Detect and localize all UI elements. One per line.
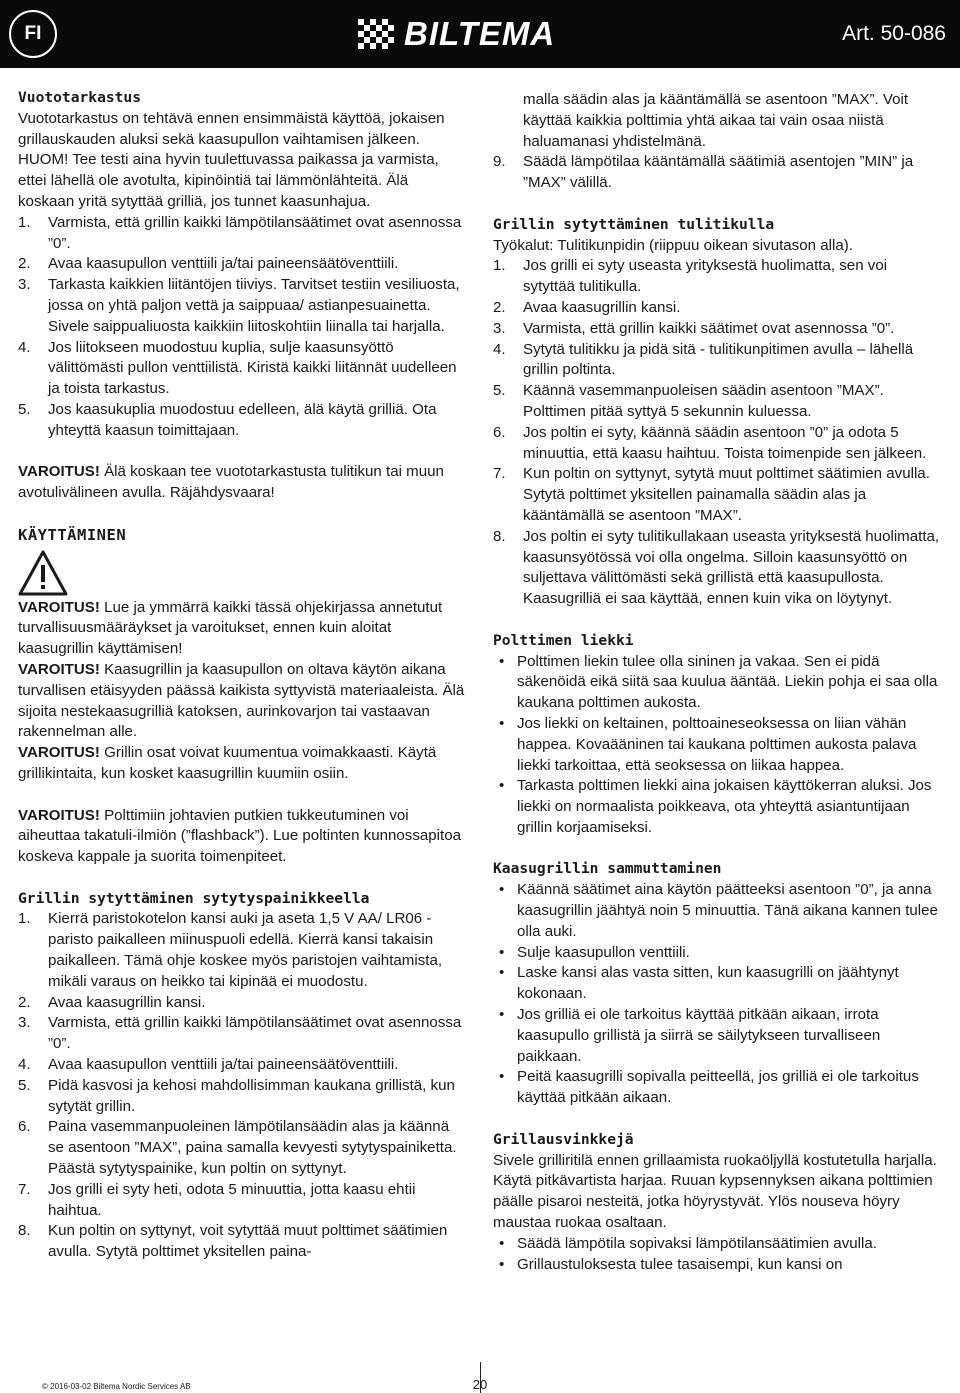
list-item: 4. Sytytä tulitikku ja pidä sitä - tulitikunpitimen avulla – lähellä grillin poltinta. xyxy=(493,340,914,379)
grilling-tips-heading: Grillausvinkkejä xyxy=(493,1130,634,1148)
list-item: • Grillaustuloksesta tulee tasaisempi, kun kansi on xyxy=(499,1255,843,1273)
list-item: 5. Pidä kasvosi ja kehosi mahdollisimman kaukana grillistä, kun sytytät grillin. xyxy=(18,1076,455,1115)
list-item: 7. Jos grilli ei syty heti, odota 5 minuuttia, jotta kaasu ehtii haihtua. xyxy=(18,1180,416,1219)
list-item: 3. Varmista, että grillin kaikki säätimet ovat asennossa ”0”. xyxy=(493,319,895,337)
copyright-notice: © 2016-03-02 Biltema Nordic Services AB xyxy=(42,1382,191,1391)
usage-warning-4: VAROITUS! Polttimiin johtavien putkien tukkeutuminen voi aiheuttaa takatuli-ilmiön (”flashback”). Lue poltinten kunnossapitoa koskeva kappale ja suorita toimenpiteet. xyxy=(18,806,462,866)
shutdown-heading: Kaasugrillin sammuttaminen xyxy=(493,860,722,878)
leak-test-intro: Vuototarkastus on tehtävä ennen ensimmäistä käyttöä, jokaisen grillauskauden aluksi sekä kaasupullon vaihtamisen jälkeen. xyxy=(18,109,445,148)
usage-warning-1: VAROITUS! Lue ja ymmärrä kaikki tässä ohjekirjassa annetutut turvallisuusmääräykset ja varoitukset, ennen kuin aloitat kaasugrillin käyttämisen! xyxy=(18,598,443,658)
biltema-logo xyxy=(358,15,556,52)
list-item: 5. Käännä vasemmanpuoleisen säädin asentoon ”MAX”. Polttimen pitää syttyä 5 sekunnin kuluessa. xyxy=(493,382,884,420)
list-item: 8. Jos poltin ei syty tulitikullakaan useasta yrityksestä huolimatta, kaasunsyötössä voi olla ongelma. Silloin kaasunsyöttö on suljettava välittömästi sekä grillistä että kaasupullosta. Kaasugrilliä ei saa käyttää, ennen kuin vika on löytynyt. xyxy=(493,527,940,608)
list-item: • Jos grilliä ei ole tarkoitus käyttää pitkään aikaan, irrota kaasupullo grillistä ja siirrä se säilytykseen turvalliseen paikkaan. xyxy=(499,1006,881,1065)
list-item: 4. Jos liitokseen muodostuu kuplia, sulje kaasunsyöttö välittömästi pullon venttiilistä. Kiristä kaikki liitännät uudelleen ja toista tarkastus. xyxy=(18,338,457,398)
leak-test-heading: Vuototarkastus xyxy=(18,89,142,106)
list-item: • Laske kansi alas vasta sitten, kun kaasugrilli on jäähtynyt kokonaan. xyxy=(499,964,899,1003)
list-item: malla säädin alas ja kääntämällä se asentoon ”MAX”. Voit käyttää kaikkia polttimia yhtä aikaa tai vain osaa niistä haluamanasi yhdistelmänä. xyxy=(523,91,909,150)
usage-heading: KÄYTTÄMINEN xyxy=(18,525,127,544)
list-item: 8. Kun poltin on syttynyt, voit sytyttää muut polttimet säätimien avulla. Sytytä polttimet yksitellen paina- xyxy=(18,1222,448,1261)
checkered-flag-icon xyxy=(358,19,398,49)
list-item: • Polttimen liekin tulee olla sininen ja vakaa. Sen ei pidä säkenöidä eikä siitä saa kuulua ääntää. Liekin pohja ei saa olla kaukana polttimen aukosta. xyxy=(499,652,938,712)
list-item: • Sulje kaasupullon venttiili. xyxy=(499,943,690,961)
list-item: • Tarkasta polttimen liekki aina jokaisen käyttökerran aluksi. Jos liekki on normaalista poikkeava, ota yhteyttä asiantuntijaan grillin korjaamiseksi. xyxy=(499,777,932,836)
warning-triangle-icon xyxy=(18,550,466,598)
left-column xyxy=(18,88,466,1263)
list-item: 2. Avaa kaasugrillin kansi. xyxy=(493,298,681,316)
ignition-button-heading: Grillin sytyttäminen sytytyspainikkeella xyxy=(18,889,370,907)
list-item: 3. Tarkasta kaikkien liitäntöjen tiiviys. Tarvitset testiin vesiliuosta, jossa on yhtä paljon vettä ja saippuaa/ astianpesuainetta. Sivele saippualiuosta kaikkiin liitoskohtiin liinalla tai harjalla. xyxy=(18,276,460,335)
brand-name: BILTEMA xyxy=(404,15,556,52)
list-item: 6. Paina vasemmanpuoleinen lämpötilansäädin alas ja käännä se asentoon ”MAX”, paina samalla kevyesti sytytyspainiketta. Päästä sytytyspainike, kun poltin on syttynyt. xyxy=(18,1118,457,1178)
leak-warning: VAROITUS! Älä koskaan tee vuototarkastusta tulitikun tai muun avotulivälineen avulla. Räjähdysvaara! xyxy=(18,463,444,502)
list-item: 3. Varmista, että grillin kaikki lämpötilansäätimet ovat asennossa ”0”. xyxy=(18,1014,462,1053)
match-tools: Työkalut: Tulitikunpidin (riippuu oikean sivutason alla). xyxy=(493,236,853,254)
list-item: • Käännä säätimet aina käytön päätteeksi asentoon ”0”, ja anna kaasugrillin jäähtyä noin 5 minuuttia. Tänä aikana kannen tulee olla auki. xyxy=(499,881,938,940)
language-badge: FI xyxy=(9,10,57,58)
right-column xyxy=(493,90,943,1275)
list-item: 1. Kierrä paristokotelon kansi auki ja aseta 1,5 V AA/ LR06 -paristo paikalleen miinuspuoli edellä. Kierrä kansi takaisin paikalleen. Tämä ohje koskee myös paristojen vaihtamista, mikäli varaus on heikko tai kipinää ei muodostu. xyxy=(18,910,443,990)
list-item: 2. Avaa kaasupullon venttiili ja/tai paineensäätöventtiili. xyxy=(18,255,399,273)
usage-warning-2: VAROITUS! Kaasugrillin ja kaasupullon on oltava käytön aikana turvallisen etäisyyden päässä kaikista syttyvistä materiaaleista. Älä sijoita nestekaasugrilliä katoksen, aurinkovarjon tai vastaavan rakennelman alle. xyxy=(18,660,465,741)
burner-flame-heading: Polttimen liekki xyxy=(493,631,634,649)
list-item: 9. Säädä lämpötilaa kääntämällä säätimiä asentojen ”MIN” ja ”MAX” välillä. xyxy=(493,153,914,192)
list-item: 4. Avaa kaasupullon venttiili ja/tai paineensäätöventtiili. xyxy=(18,1056,399,1074)
leak-test-note: HUOM! Tee testi aina hyvin tuulettuvassa paikassa ja varmista, ettei lähellä ole avotulta, kipinöintiä tai lämmönlähteitä. Älä koskaan yritä sytyttää grilliä, jos tunnet kaasunhajua. xyxy=(18,151,439,210)
list-item: 7. Kun poltin on syttynyt, sytytä muut polttimet säätimien avulla. Sytytä polttimet yksitellen painamalla säädin alas ja kääntämällä se asentoon ”MAX”. xyxy=(493,465,930,524)
grilling-tips-text: Sivele grilliritilä ennen grillaamista ruokaöljyllä kostutetulla harjalla. Käytä pitkävartista harjaa. Ruuan kypsennyksen aikana polttimien päälle pisaroi nesteitä, jotka höyrystyvät. Ylös nouseva höyry maustaa ruokaa osaltaan. xyxy=(493,1151,937,1232)
list-item: 1. Jos grilli ei syty useasta yrityksestä huolimatta, sen voi sytyttää tulitikulla. xyxy=(493,257,888,296)
list-item: • Peitä kaasugrilli sopivalla peitteellä, jos grilliä ei ole tarkoitus käyttää pitkään aikaan. xyxy=(499,1068,919,1107)
list-item: 6. Jos poltin ei syty, käännä säädin asentoon ”0” ja odota 5 minuuttia, että kaasu haihtuu. Toista toimenpide sen jälkeen. xyxy=(493,423,927,462)
match-ignition-heading: Grillin sytyttäminen tulitikulla xyxy=(493,215,775,233)
list-item: 1. Varmista, että grillin kaikki lämpötilansäätimet ovat asennossa ”0”. xyxy=(18,213,462,252)
usage-warning-3: VAROITUS! Grillin osat voivat kuumentua voimakkaasti. Käytä grillikintaita, kun kosket kaasugrillin kuumiin osiin. xyxy=(18,744,437,782)
list-item: • Säädä lämpötila sopivaksi lämpötilansäätimien avulla. xyxy=(499,1234,877,1252)
page-header xyxy=(0,0,960,68)
list-item: 5. Jos kaasukuplia muodostuu edelleen, älä käytä grilliä. Ota yhteyttä kaasun toimittajaan. xyxy=(18,400,437,439)
page-number: 20 xyxy=(472,1377,488,1392)
list-item: 2. Avaa kaasugrillin kansi. xyxy=(18,993,206,1011)
article-number: Art. 50-086 xyxy=(842,22,946,45)
list-item: • Jos liekki on keltainen, polttoaineseoksessa on liian vähän happea. Kovaääninen tai kaukana polttimen aukosta palava liekki tarkoittaa, että seoksessa on liikaa happea. xyxy=(499,714,917,774)
